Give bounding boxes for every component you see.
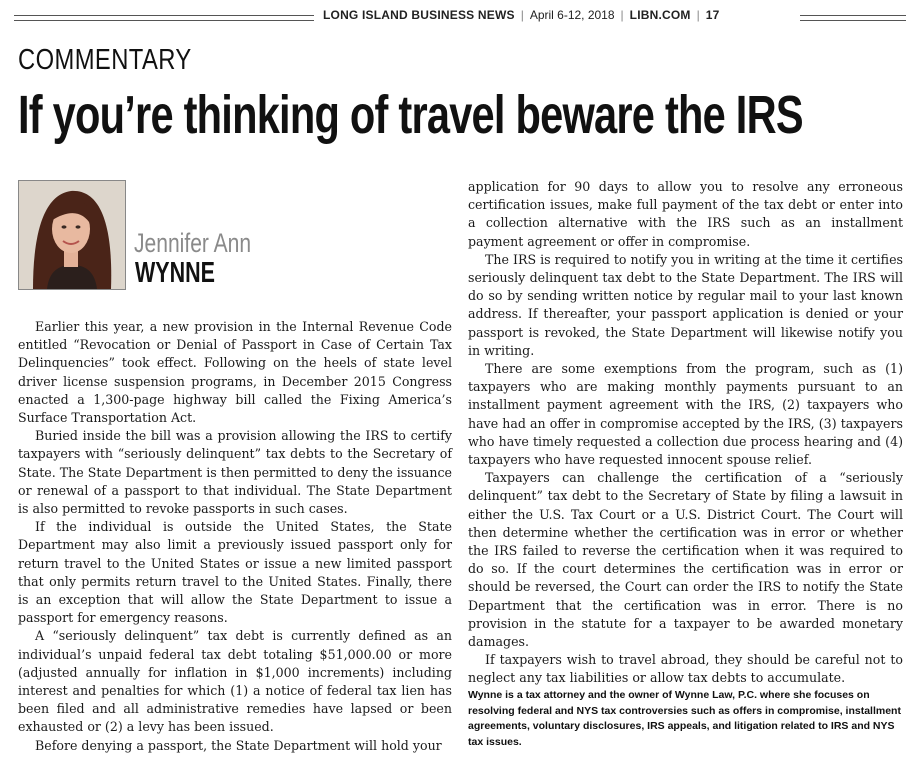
author-bio: Wynne is a tax attorney and the owner of Wynne Law, P.C. where she focuses on resolving federal and NYS tax controversies such as offers in compromise, installment agreements, voluntary disclosures, IRS appeals, and litigation related to IRS and NYS tax issues. <box>468 689 901 748</box>
article-paragraph: Earlier this year, a new provision in the Internal Revenue Code entitled “Revocation or Denial of Passport in Case of Certain Tax Delinquencies” took effect. Following on the heels of state level driver license suspension programs, in December 2015 Congress enacted a 1,300-page highway bill called the Fixing America’s Surface Transportation Act. <box>18 319 452 426</box>
publication-name: LONG ISLAND BUSINESS NEWS <box>323 8 515 22</box>
article-paragraph: Taxpayers can challenge the certification of a “seriously delinquent” tax debt to the Secretary of State by filing a lawsuit in either the U.S. Tax Court or a U.S. District Court. The Court will then determine whether the certification was in error or whether the IRS failed to reverse the certification when it was required to do so. If the court determines the certification was in error or should be reversed, the Court can order the IRS to notify the State Department that the certification was in error. There is no provision in the statute for a taxpayer to be awarded monetary damages. <box>468 470 903 650</box>
masthead <box>0 6 918 28</box>
masthead-separator: | <box>520 8 524 22</box>
masthead-text <box>323 8 793 22</box>
page-number: 17 <box>705 8 720 22</box>
article-paragraph: A “seriously delinquent” tax debt is currently defined as an individual’s unpaid federal tax debt totaling $51,000.00 or more (adjusted annually for inflation in $1,000 increments) including interest and penalties for which (1) a notice of federal tax lien has been filed and all administrative remedies have lapsed or been exhausted or (2) a levy has been issued. <box>18 628 452 735</box>
article-paragraph: There are some exemptions from the program, such as (1) taxpayers who are making monthly payments pursuant to an installment payment agreement with the IRS, (2) taxpayers who have had an offer in compromise accepted by the IRS, (3) taxpayers who have timely requested a collection due process hearing and (4) taxpayers who have requested innocent spouse relief. <box>468 361 903 468</box>
issue-date: April 6-12, 2018 <box>529 8 615 22</box>
masthead-rule-right <box>800 15 906 21</box>
masthead-separator: | <box>696 8 700 22</box>
masthead-separator: | <box>620 8 624 22</box>
article-paragraph: If taxpayers wish to travel abroad, they should be careful not to neglect any tax liabilities or allow tax debts to accumulate. <box>468 652 903 686</box>
headline: If you’re thinking of travel beware the IRS <box>18 85 803 145</box>
masthead-rule-left <box>14 15 314 21</box>
website: LIBN.COM <box>629 8 691 22</box>
article-paragraph: Buried inside the bill was a provision allowing the IRS to certify taxpayers with “seriously delinquent” tax debts to the Secretary of State. The State Department is then permitted to deny the issuance or renewal of a passport to that individual. The State Department is also permitted to revoke passports in such cases. <box>18 428 452 517</box>
article-paragraph: If the individual is outside the United States, the State Department may also limit a previously issued passport only for return travel to the United States or issue a new limited passport that only permits return travel to the United States. Finally, there is an exception that will allow the State Department to issue a passport for emergency reasons. <box>18 519 452 626</box>
author-last-name: WYNNE <box>135 257 215 289</box>
author-portrait-image <box>19 181 125 289</box>
article-paragraph: Before denying a passport, the State Department will hold your <box>35 737 442 753</box>
article-column-left <box>18 318 452 755</box>
article-paragraph: The IRS is required to notify you in writing at the time it certifies seriously delinquent tax debt to the State Department. The IRS will do so by sending written notice by regular mail to your last known address. If thereafter, your passport application is denied or your passport is revoked, the State Department will likewise notify you in writing. <box>468 251 903 358</box>
article-column-right <box>468 178 903 688</box>
author-first-name: Jennifer Ann <box>134 228 252 258</box>
article-paragraph-continued: application for 90 days to allow you to resolve any erroneous certification issues, make full payment of the tax debt or enter into a collection alternative with the IRS such as an installment payment agreement or offer in compromise. <box>468 179 903 249</box>
author-photo <box>18 180 126 290</box>
section-label: COMMENTARY <box>18 44 192 76</box>
